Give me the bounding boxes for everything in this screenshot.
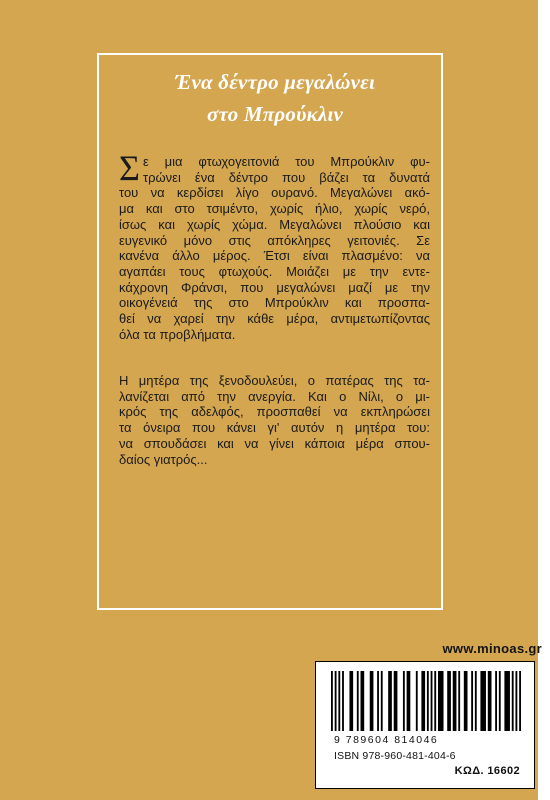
barcode-bar [475, 671, 477, 731]
barcode-bar [458, 671, 460, 731]
barcode-bar [407, 671, 411, 731]
barcode-bar [388, 671, 392, 731]
blurb-line: Η μητέρα της ξενοδουλεύει, ο πατέρας της τα- [119, 373, 430, 388]
barcode-bar [335, 671, 337, 731]
book-title-line2: στο Μπρούκλιν [206, 102, 344, 126]
blurb-line: του να κερδίσει λίγο ουρανό. Μεγαλώνει ακό- [119, 185, 430, 201]
blurb-line: κρός της αδελφός, προσπαθεί να εκπληρώσει [119, 404, 430, 420]
blurb-line: θεί να χαρεί την κάθε μέρα, αντιμετωπίζοντας [119, 311, 430, 327]
barcode-bar [471, 671, 473, 731]
barcode-bar [515, 671, 517, 731]
blurb-line: όλα τα προβλήματα. [119, 326, 236, 342]
blurb-line: λανίζεται από την ανεργία. Και ο Νίλι, ο μι- [119, 388, 430, 404]
barcode-bar [512, 671, 514, 731]
blurb-line: να σπουδάσει και να γίνει κάποια μέρα σπου- [119, 435, 430, 451]
barcode-bar [342, 671, 344, 731]
barcode-bar [357, 671, 359, 731]
blurb-paragraph-1 [119, 148, 430, 342]
blurb-line: κάχρονη Φράνσι, που μεγαλώνει μαζί με την [119, 279, 430, 295]
barcode-bar [431, 671, 433, 731]
barcode-bar [488, 671, 492, 731]
barcode-bar [434, 671, 436, 731]
isbn-number: ISBN 978-960-481-404-6 [334, 750, 456, 762]
blurb-line: ίσως και χωρίς χώμα. Μεγαλώνει πλούσιο και [119, 216, 430, 232]
barcode-bar [331, 671, 333, 731]
drop-cap: Σ [119, 148, 140, 188]
barcode-bar [338, 671, 340, 731]
barcode-bar [495, 671, 497, 731]
barcode-bar [377, 671, 379, 731]
barcode-bar [464, 671, 468, 731]
barcode-bar [361, 671, 365, 731]
blurb-line: δαίος γιατρός... [119, 451, 208, 467]
blurb-line: ε μια φτωχογειτονιά του Μπρούκλιν φυ- [143, 154, 430, 169]
blurb-line: τρώνει ένα δέντρο που βάζει τα δυνατά [143, 169, 430, 185]
blurb-paragraph-2 [119, 373, 430, 467]
barcode-label [315, 661, 535, 789]
barcode-bar [416, 671, 418, 731]
barcode-bar [381, 671, 383, 731]
barcode-bar [447, 671, 451, 731]
barcode-bar [504, 671, 510, 731]
barcode-bar [519, 671, 521, 731]
blurb-line: ευγενικό μόνο στις απόκληρες γειτονιές. Σε [119, 232, 430, 248]
blurb-line: αγαπάει τους φτωχούς. Μοιάζει με την εντε- [119, 263, 430, 279]
barcode-bar [394, 671, 398, 731]
blurb-line: οικογένειά της στο Μπρούκλιν και προσπα- [119, 295, 430, 311]
barcode-bar [349, 671, 353, 731]
barcode-bar [480, 671, 486, 731]
barcode-bar [438, 671, 444, 731]
barcode-bar [499, 671, 501, 731]
barcode-bar [427, 671, 429, 731]
publisher-website: www.minoas.gr [442, 641, 542, 656]
book-title-line1: Ένα δέντρο μεγαλώνει [174, 70, 375, 94]
barcode-number: 9 789604 814046 [334, 734, 439, 746]
barcode-bar [370, 671, 374, 731]
barcode-bar [421, 671, 425, 731]
product-code: ΚΩΔ. 16602 [454, 765, 520, 777]
blurb-line: μα και στο τσιμέντο, χωρίς ήλιο, χωρίς νερό, [119, 201, 430, 217]
barcode-bar [453, 671, 457, 731]
blurb-line: κανένα άλλο μέρος. Έτσι είναι πλασμένο: να [119, 248, 430, 264]
barcode-image [326, 671, 526, 731]
barcode-bar [403, 671, 405, 731]
blurb-line: τα όνειρα που κάνει γι' αυτόν η μητέρα του: [119, 420, 430, 436]
